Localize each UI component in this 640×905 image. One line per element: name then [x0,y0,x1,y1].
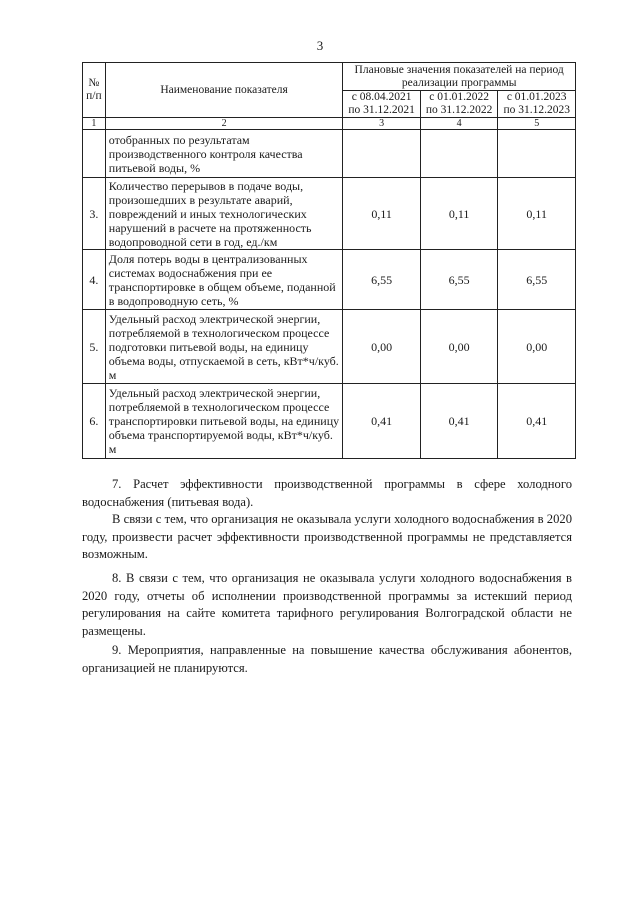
row-value [343,130,421,178]
row-name: Доля потерь воды в централизованных системах водоснабжения при ее транспортировке в общем объеме, поданной в водопроводную сеть, % [105,250,343,310]
row-value: 6,55 [498,250,576,310]
row-value [498,130,576,178]
period-to: по 31.12.2023 [503,104,570,116]
period-from: с 01.01.2023 [506,91,567,103]
row-value: 0,11 [498,178,576,250]
col-index: 1 [83,118,106,130]
row-name: Количество перерывов в подаче воды, произошедших в результате аварий, повреждений и иных технологических нарушений в расчете на протяженность водопроводной сети в год, ед./км [105,178,343,250]
row-num: 5. [83,310,106,384]
row-value: 0,00 [498,310,576,384]
period-to: по 31.12.2021 [348,104,415,116]
col-index: 5 [498,118,576,130]
section-8 [82,570,572,640]
col-num-header: № п/п [83,63,106,118]
row-value: 0,11 [420,178,498,250]
row-value: 0,41 [343,384,421,459]
period-header [498,91,576,118]
row-name: Удельный расход электрической энергии, потребляемой в технологическом процессе подготовки питьевой воды, на единицу объема воды, отпускаемой в сеть, кВт*ч/куб. м [105,310,343,384]
col-index: 4 [420,118,498,130]
row-name: Удельный расход электрической энергии, потребляемой в технологическом процессе транспортировки питьевой воды, на единицу объема транспортируемой воды, кВт*ч/куб. м [105,384,343,459]
period-header [420,91,498,118]
row-value: 0,00 [343,310,421,384]
table-row [83,130,576,178]
row-name: отобранных по результатам производственного контроля качества питьевой воды, % [105,130,343,178]
row-num: 3. [83,178,106,250]
table-row [83,178,576,250]
paragraph: В связи с тем, что организация не оказывала услуги холодного водоснабжения в 2020 году, произвести расчет эффективности производственной программы не представляется возможным. [82,512,572,561]
table-row [83,384,576,459]
col-name-header: Наименование показателя [105,63,343,118]
row-value: 0,00 [420,310,498,384]
plan-header: Плановые значения показателей на период реализации программы [343,63,576,91]
col-index: 3 [343,118,421,130]
paragraph: 7. Расчет эффективности производственной программы в сфере холодного водоснабжения (питьевая вода). [82,477,572,509]
col-index: 2 [105,118,343,130]
row-value: 0,41 [498,384,576,459]
period-from: с 08.04.2021 [351,91,412,103]
page-number: 3 [316,38,324,53]
indicators-table [82,62,576,459]
row-num: 6. [83,384,106,459]
table-row [83,250,576,310]
row-value: 0,11 [343,178,421,250]
row-value: 6,55 [343,250,421,310]
section-7 [82,476,572,564]
period-to: по 31.12.2022 [425,104,493,116]
row-value: 0,41 [420,384,498,459]
period-from: с 01.01.2022 [429,91,489,103]
period-header [343,91,421,118]
paragraph: 9. Мероприятия, направленные на повышение качества обслуживания абонентов, организацией не планируются. [82,643,572,675]
row-num: 4. [83,250,106,310]
row-value: 6,55 [420,250,498,310]
table-row [83,310,576,384]
row-value [420,130,498,178]
section-9 [82,642,572,677]
row-num [83,130,106,178]
paragraph: 8. В связи с тем, что организация не оказывала услуги холодного водоснабжения в 2020 году, отчеты об исполнении производственной программы за истекший период регулирования на сайте комитета тарифного регулирования Волгоградской области не размещены. [82,571,572,638]
